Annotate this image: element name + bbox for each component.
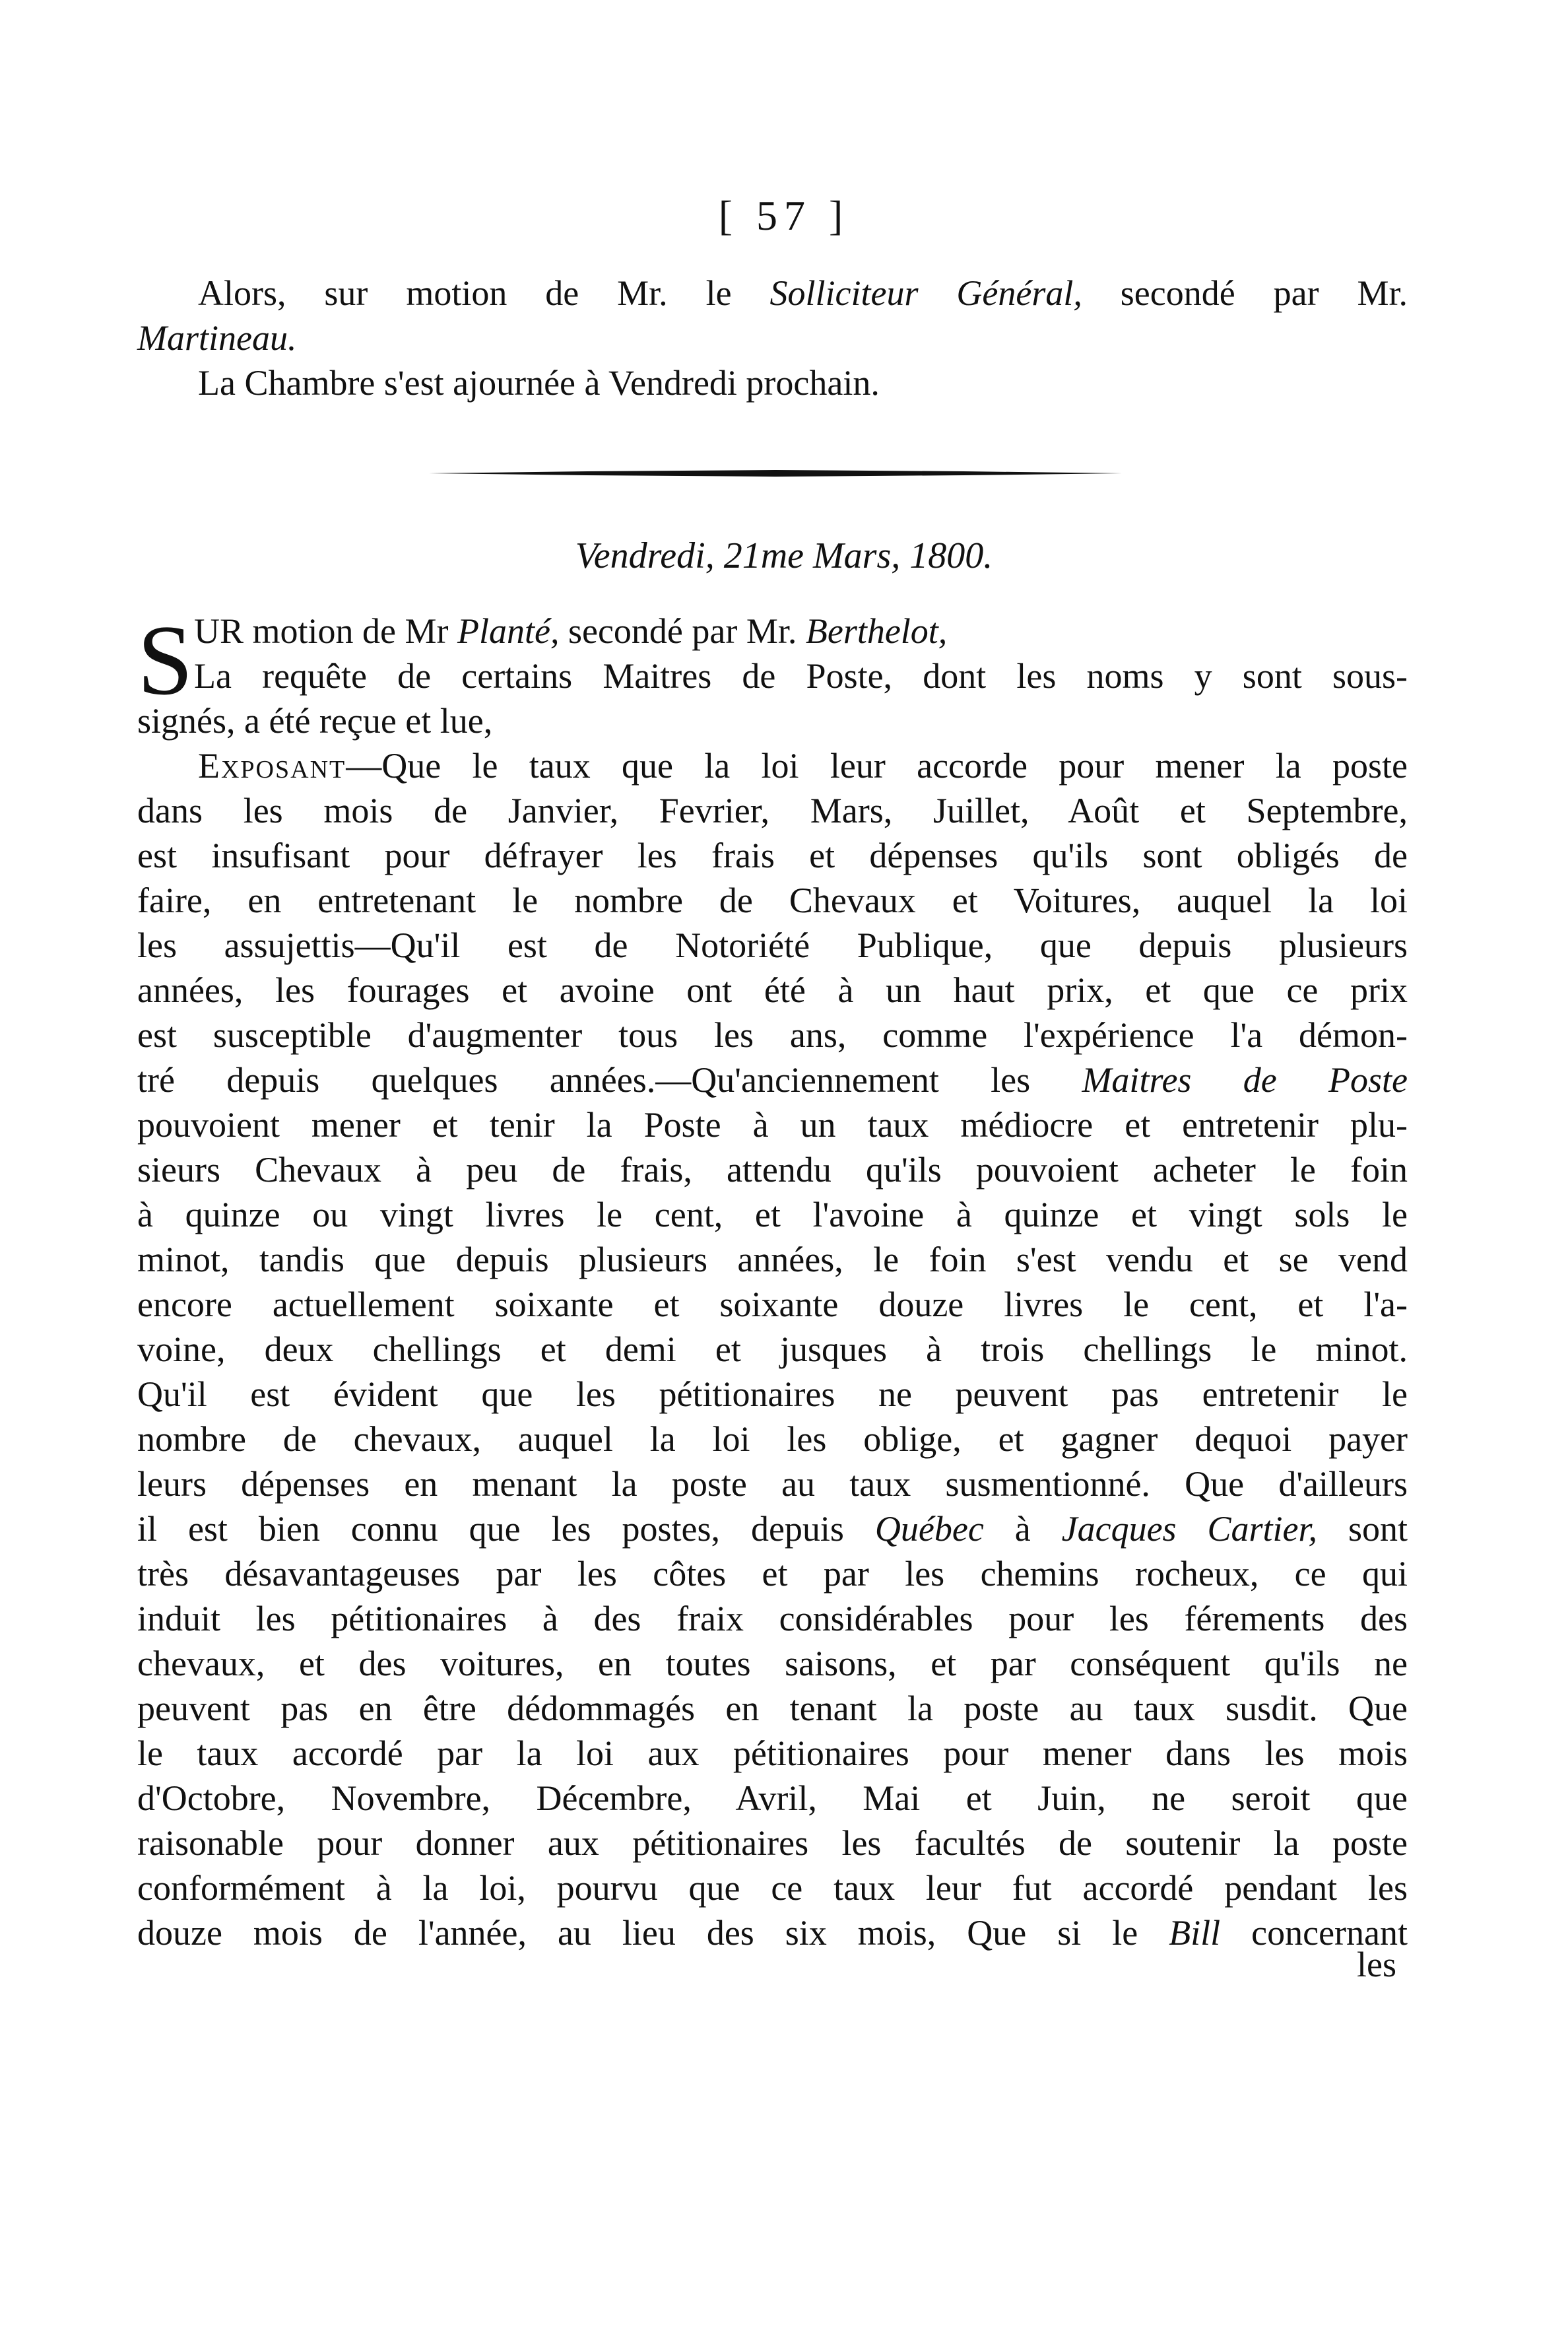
divider-rule xyxy=(429,470,1122,477)
text-run: à xyxy=(983,1509,1062,1549)
intro-line xyxy=(137,271,1408,316)
petition-line: sieurs Chevaux à peu de frais, attendu qu'ils pouvoient acheter le foin xyxy=(137,1150,1408,1190)
petition-line xyxy=(137,1910,1408,1955)
petition-line: à quinze ou vingt livres le cent, et l'avoine à quinze et vingt sols le xyxy=(137,1195,1408,1234)
petition-line: encore actuellement soixante et soixante douze livres le cent, et l'a- xyxy=(137,1285,1408,1324)
petition-line: raisonable pour donner aux pétitionaires les facultés de soutenir la poste xyxy=(137,1823,1408,1863)
text-run: concernant xyxy=(1220,1913,1408,1953)
italic-name: Berthelot, xyxy=(805,611,948,651)
session-date: Vendredi, 21me Mars, 1800. xyxy=(575,535,993,576)
petition-line xyxy=(137,1058,1408,1102)
petition-line: les assujettis—Qu'il est de Notoriété Publique, que depuis plusieurs xyxy=(137,925,1408,965)
motion-line xyxy=(137,609,1408,654)
text-run: secondé par Mr. xyxy=(559,611,806,651)
petition-lead: Exposant xyxy=(198,746,346,786)
italic-name: Solliciteur Général, xyxy=(769,273,1082,313)
petition-line: minot, tandis que depuis plusieurs années, le foin s'est vendu et se vend xyxy=(137,1240,1408,1279)
petition-line: dans les mois de Janvier, Fevrier, Mars, Juillet, Août et Septembre, xyxy=(137,791,1408,830)
italic-name: Jacques Cartier, xyxy=(1061,1509,1318,1549)
drop-capital: S xyxy=(137,605,193,716)
italic-name: Martineau. xyxy=(137,318,297,358)
petition-line: d'Octobre, Novembre, Décembre, Avril, Mai et Juin, ne seroit que xyxy=(137,1778,1408,1818)
body-paragraph xyxy=(137,605,1408,1955)
text-run: douze mois de l'année, au lieu des six mois, Que si le xyxy=(137,1913,1169,1953)
motion-line: signés, a été reçue et lue, xyxy=(137,701,493,741)
page-number: [ 57 ] xyxy=(718,192,850,239)
italic-name: Bill xyxy=(1169,1913,1221,1953)
petition-line: années, les fourages et avoine ont été à un haut prix, et que ce prix xyxy=(137,970,1408,1010)
catchword: les xyxy=(1357,1945,1396,1984)
petition-line: leurs dépenses en menant la poste au taux susmentionné. Que d'ailleurs xyxy=(137,1464,1408,1504)
text-run: il est bien connu que les postes, depuis xyxy=(137,1509,875,1549)
petition-line: peuvent pas en être dédommagés en tenant la poste au taux susdit. Que xyxy=(137,1689,1408,1728)
text-run: sont xyxy=(1317,1509,1408,1549)
intro-line xyxy=(137,316,1408,360)
intro-line: La Chambre s'est ajournée à Vendredi prochain. xyxy=(198,363,880,403)
petition-line xyxy=(137,1506,1408,1551)
petition-line: nombre de chevaux, auquel la loi les oblige, et gagner dequoi payer xyxy=(137,1419,1408,1459)
petition-line: faire, en entretenant le nombre de Chevaux et Voitures, auquel la loi xyxy=(137,881,1408,920)
motion-line: La requête de certains Maitres de Poste, dont les noms y sont sous- xyxy=(194,656,1408,696)
petition-line: pouvoient mener et tenir la Poste à un taux médiocre et entretenir plu- xyxy=(137,1105,1408,1145)
italic-name: Québec xyxy=(874,1509,984,1549)
petition-line: chevaux, et des voitures, en toutes saisons, et par conséquent qu'ils ne xyxy=(137,1644,1408,1683)
petition-line: induit les pétitionaires à des fraix considérables pour les férements des xyxy=(137,1599,1408,1638)
petition-line: le taux accordé par la loi aux pétitionaires pour mener dans les mois xyxy=(137,1733,1408,1773)
text-run: tré depuis quelques années.—Qu'anciennement les xyxy=(137,1060,1082,1100)
petition-line: voine, deux chellings et demi et jusques à trois chellings le minot. xyxy=(137,1329,1408,1369)
petition-line: conformément à la loi, pourvu que ce taux leur fut accordé pendant les xyxy=(137,1868,1408,1908)
petition-line: est insufisant pour défrayer les frais et dépenses qu'ils sont obligés de xyxy=(137,836,1408,875)
petition-line xyxy=(137,743,1408,788)
text-run: secondé par Mr. xyxy=(1082,273,1408,313)
petition-line: Qu'il est évident que les pétitionaires ne peuvent pas entretenir le xyxy=(137,1374,1408,1414)
text-run: —Que le taux que la loi leur accorde pour mener la poste xyxy=(346,746,1408,786)
intro-paragraph xyxy=(137,271,1408,405)
text-run: Alors, sur motion de Mr. le xyxy=(198,273,770,313)
italic-name: Planté, xyxy=(457,611,560,651)
section-divider xyxy=(429,470,1122,477)
petition-line: est susceptible d'augmenter tous les ans, comme l'expérience l'a démon- xyxy=(137,1015,1408,1055)
text-run: UR motion de Mr xyxy=(194,611,457,651)
petition-line: très désavantageuses par les côtes et par les chemins rocheux, ce qui xyxy=(137,1554,1408,1594)
italic-name: Maitres de Poste xyxy=(1082,1060,1408,1100)
